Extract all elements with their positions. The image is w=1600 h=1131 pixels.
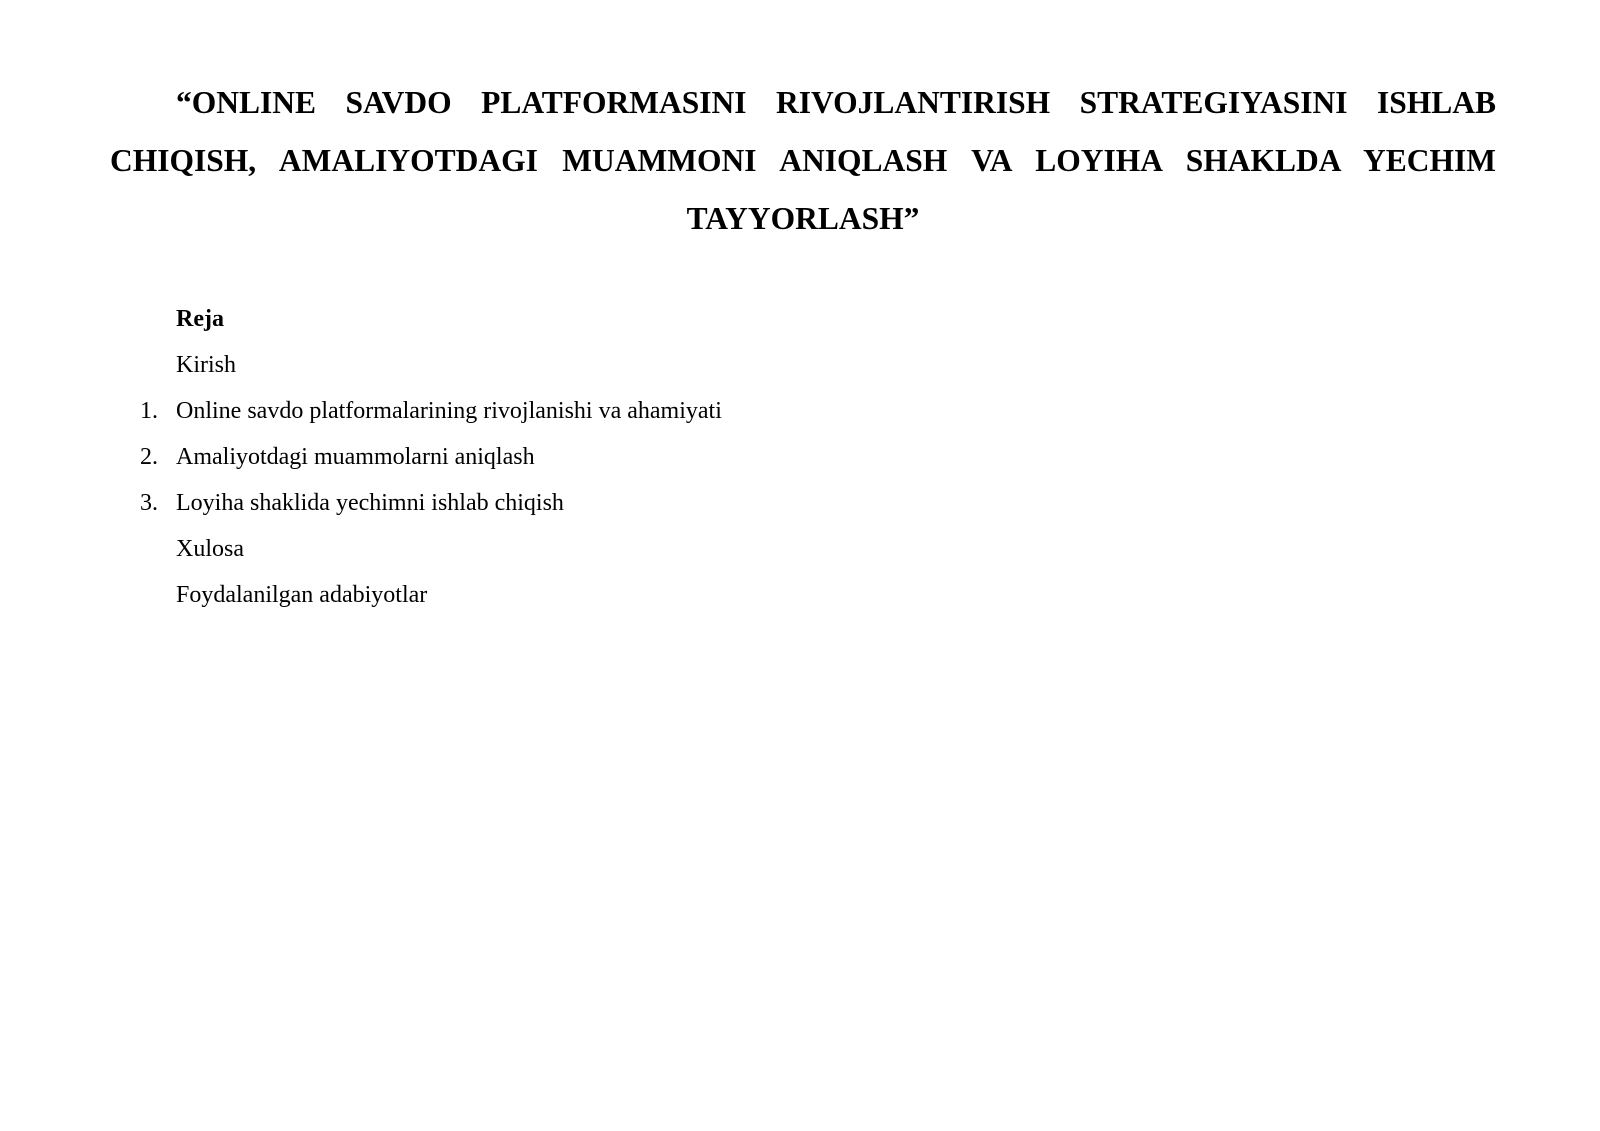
plan-item-text: Amaliyotdagi muammolarni aniqlash [176,444,535,470]
document-title: “ONLINE SAVDO PLATFORMASINI RIVOJLANTIRISH STRATEGIYASINI ISHLAB CHIQISH, AMALIYOTDAGI MUAMMONI ANIQLASH VA LOYIHA SHAKLDA YECHIM TAYYORLASH” [110,85,1496,236]
plan-item-text: Xulosa [176,536,244,562]
plan-item-kirish [0,342,1600,388]
plan-item-1 [0,388,1600,434]
plan-item-adabiyotlar [0,572,1600,618]
plan-item-3 [0,480,1600,526]
plan-item-text: Online savdo platformalarining rivojlanishi va ahamiyati [176,398,722,424]
plan-item-2 [0,434,1600,480]
plan-item-number: 2. [140,444,158,470]
plan-heading: Reja [176,306,224,332]
plan-item-xulosa [0,526,1600,572]
plan-item-number: 3. [140,490,158,516]
plan-item-text: Foydalanilgan adabiyotlar [176,582,428,608]
plan-item-text: Kirish [176,352,236,378]
plan-item-text: Loyiha shaklida yechimni ishlab chiqish [176,490,564,516]
plan-item-number: 1. [140,398,158,424]
